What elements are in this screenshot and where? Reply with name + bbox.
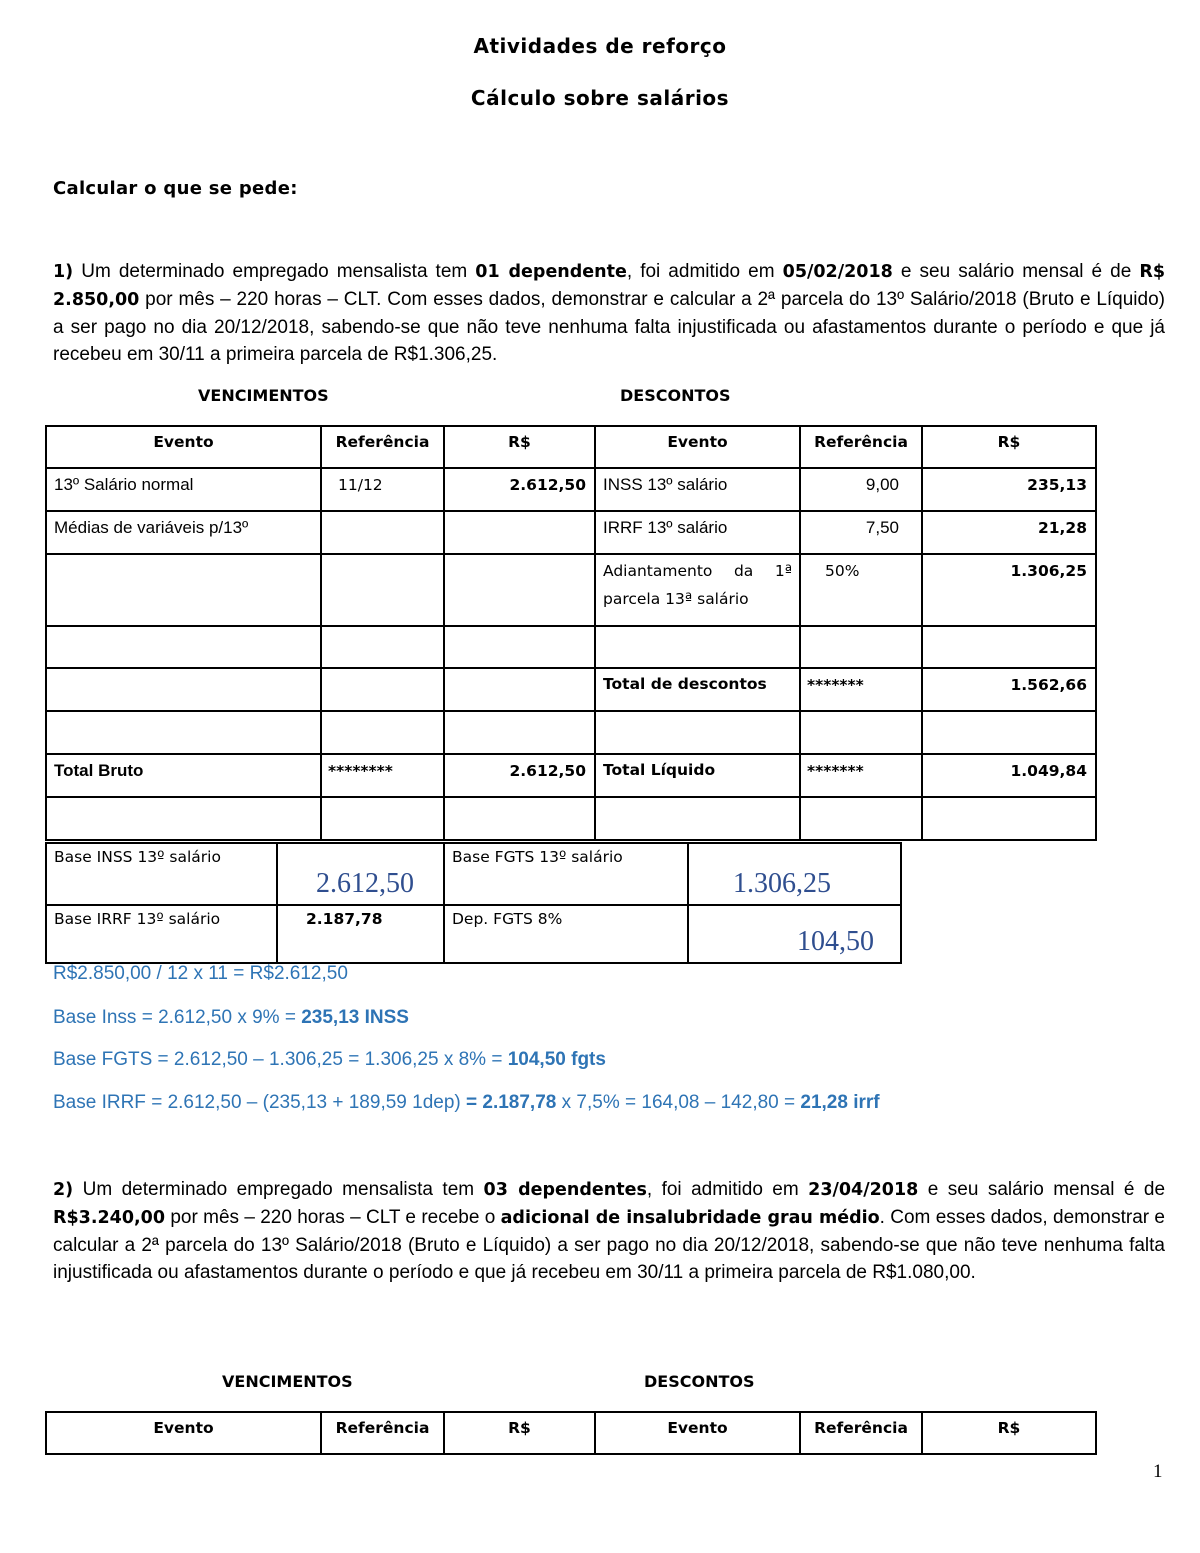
calc-text: Base IRRF = 2.612,50 – (235,13 + 189,59 1dep)	[53, 1092, 467, 1113]
col-evento: Evento	[667, 433, 728, 451]
cell-value: 2.612,50	[509, 476, 586, 494]
col-rs: R$	[508, 433, 531, 451]
calc-line-4	[53, 1092, 880, 1114]
cell-total-bruto-ref: ********	[328, 762, 393, 780]
cell-desconto: IRRF 13º salário	[603, 518, 728, 537]
section-vencimentos: VENCIMENTOS	[198, 386, 329, 405]
col-rs: R$	[997, 1419, 1021, 1437]
cell-desconto-value: 21,28	[1037, 519, 1087, 537]
cell-desconto-ref: 7,50	[865, 518, 899, 537]
q2-text: e seu salário mensal é de	[918, 1179, 1166, 1200]
col-evento: Evento	[153, 1419, 214, 1437]
calc-text: Base FGTS = 2.612,50 – 1.306,25 = 1.306,25 x 8% =	[53, 1049, 508, 1070]
question-1	[53, 258, 1165, 368]
col-rs: R$	[997, 433, 1021, 451]
base-inss-value: 2.612,50	[316, 868, 414, 899]
cell-total-bruto-value: 2.612,50	[509, 762, 586, 780]
dep-fgts-value: 104,50	[797, 926, 874, 957]
col-referencia: Referência	[814, 433, 908, 451]
cell-referencia: 11/12	[338, 476, 383, 494]
base-irrf-label: Base IRRF 13º salário	[54, 910, 221, 928]
table-header-row	[46, 426, 1096, 468]
calc-line-3	[53, 1049, 606, 1071]
q2-text: Um determinado empregado mensalista tem	[73, 1179, 484, 1200]
cell-desconto-ref: 50%	[825, 562, 860, 580]
q2-insalubridade: adicional de insalubridade grau médio	[500, 1208, 880, 1228]
bases-table	[45, 842, 902, 964]
table-row	[46, 554, 1096, 626]
calc-line-1: R$2.850,00 / 12 x 11 = R$2.612,50	[53, 963, 348, 984]
cell-total-descontos-ref: *******	[807, 676, 864, 694]
section-vencimentos-2: VENCIMENTOS	[222, 1372, 353, 1391]
cell-desconto-value: 1.306,25	[1010, 562, 1087, 580]
dep-fgts-label: Dep. FGTS 8%	[452, 910, 563, 928]
q1-text: e seu salário mensal é de	[892, 261, 1140, 282]
question-2	[53, 1176, 1165, 1286]
q1-salary: R$ 2.850,00	[53, 262, 1165, 310]
table-header-row	[46, 1412, 1096, 1454]
q1-number: 1)	[53, 262, 74, 282]
col-referencia: Referência	[335, 433, 430, 451]
calc-result: 104,50 fgts	[507, 1049, 606, 1070]
cell-total-descontos-value: 1.562,66	[1010, 676, 1087, 694]
table-row	[46, 668, 1096, 711]
table-row	[46, 711, 1096, 754]
q2-text: . Com esses dados, demonstrar e calcular a 2ª parcela do 13º Salário/2018 (Bruto e Líquido) a ser pago no dia 20/12/2018, sabendo-se que não teve nenhuma falta injustificada ou afastamentos durante o período e que já recebeu em 30/11 a primeira parcela de R$1.080,00.	[53, 1207, 1165, 1283]
page-subtitle: Cálculo sobre salários	[470, 86, 730, 110]
table-row	[46, 754, 1096, 797]
col-referencia: Referência	[335, 1419, 430, 1437]
cell-desconto: Adiantamento da 1ª parcela 13ª salário	[603, 562, 792, 608]
q1-text: por mês – 220 horas – CLT. Com esses dados, demonstrar e calcular a 2ª parcela do 13º Salário/2018 (Bruto e Líquido) a ser pago no dia 20/12/2018, sabendo-se que não teve nenhuma falta injustificada ou afastamentos durante o período e que já recebeu em 30/11 a primeira parcela de R$1.306,25.	[53, 289, 1165, 365]
calc-text: Base Inss = 2.612,50 x 9% =	[53, 1007, 302, 1028]
cell-total-liquido-value: 1.049,84	[1010, 762, 1087, 780]
col-evento: Evento	[667, 1419, 728, 1437]
calc-result: 235,13 INSS	[301, 1007, 409, 1028]
cell-total-descontos-label: Total de descontos	[603, 675, 767, 693]
table-row	[46, 468, 1096, 511]
cell-total-bruto-label: Total Bruto	[54, 761, 144, 780]
calc-result: = 2.187,78	[466, 1092, 557, 1113]
col-evento: Evento	[153, 433, 214, 451]
calc-result: 21,28 irrf	[800, 1092, 880, 1113]
q2-text: por mês – 220 horas – CLT e recebe o	[165, 1207, 501, 1228]
col-rs: R$	[508, 1419, 531, 1437]
base-fgts-label: Base FGTS 13º salário	[452, 848, 623, 866]
base-irrf-value: 2.187,78	[306, 910, 383, 928]
cell-evento: 13º Salário normal	[54, 475, 194, 494]
q1-text: , foi admitido em	[626, 261, 783, 282]
q2-salary: R$3.240,00	[53, 1208, 166, 1228]
q1-admission-date: 05/02/2018	[782, 262, 893, 282]
q1-text: Um determinado empregado mensalista tem	[73, 261, 476, 282]
q2-number: 2)	[53, 1180, 74, 1200]
col-referencia: Referência	[814, 1419, 908, 1437]
calc-line-2	[53, 1007, 409, 1029]
q2-admission-date: 23/04/2018	[808, 1180, 919, 1200]
section-descontos: DESCONTOS	[620, 386, 731, 405]
payroll-table-2	[45, 1411, 1097, 1455]
base-fgts-value: 1.306,25	[733, 868, 831, 899]
table-row	[46, 626, 1096, 668]
cell-evento: Médias de variáveis p/13º	[54, 518, 249, 537]
table-row	[46, 797, 1096, 840]
table-row	[46, 511, 1096, 554]
cell-desconto: INSS 13º salário	[603, 475, 728, 494]
cell-total-liquido-label: Total Líquido	[603, 761, 716, 779]
payroll-table-1	[45, 425, 1097, 841]
calc-text: x 7,5% = 164,08 – 142,80 =	[556, 1092, 801, 1113]
page-number: 1	[1153, 1461, 1163, 1482]
section-descontos-2: DESCONTOS	[644, 1372, 755, 1391]
cell-desconto-ref: 9,00	[865, 475, 899, 494]
page-title: Atividades de reforço	[473, 34, 727, 58]
base-inss-label: Base INSS 13º salário	[54, 848, 221, 866]
q2-text: , foi admitido em	[646, 1179, 809, 1200]
cell-total-liquido-ref: *******	[807, 762, 864, 780]
cell-desconto-value: 235,13	[1027, 476, 1087, 494]
q1-dependents: 01 dependente	[475, 262, 627, 282]
instruction: Calcular o que se pede:	[53, 178, 298, 199]
q2-dependents: 03 dependentes	[483, 1180, 647, 1200]
